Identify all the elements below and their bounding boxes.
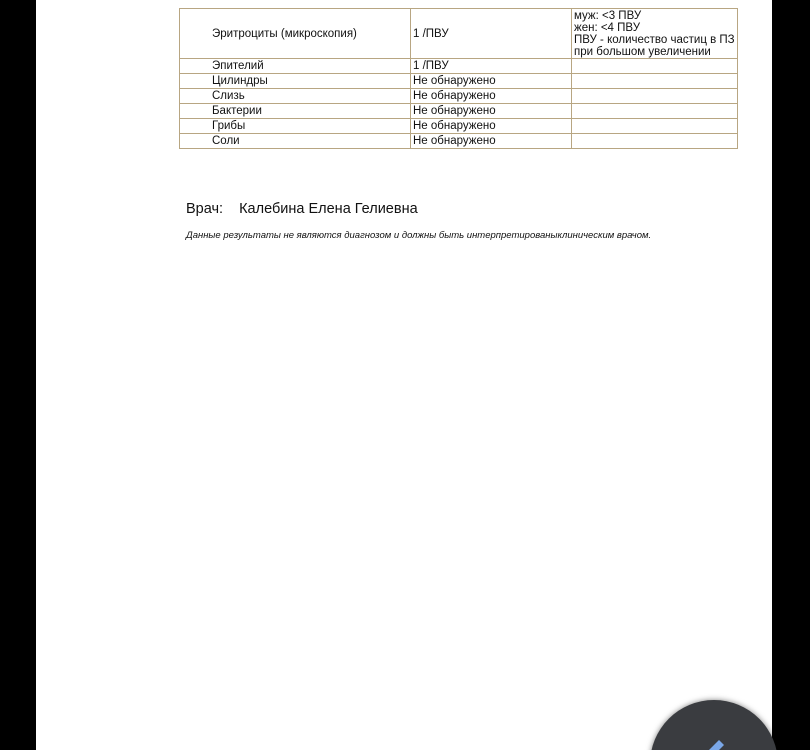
- test-value: 1 /ПВУ: [411, 59, 572, 74]
- reference-range: [572, 89, 738, 104]
- table-row: [180, 104, 738, 119]
- table-row: [180, 74, 738, 89]
- test-value: Не обнаружено: [411, 119, 572, 134]
- test-name: Слизь: [180, 89, 411, 104]
- table-row: [180, 119, 738, 134]
- doctor-name: Калебина Елена Гелиевна: [239, 201, 418, 217]
- test-name: Бактерии: [180, 104, 411, 119]
- disclaimer-text: Данные результаты не являются диагнозом и должны быть интерпретированыклиническим врачом.: [186, 230, 652, 241]
- table-row: [180, 134, 738, 149]
- test-name: Грибы: [180, 119, 411, 134]
- reference-range: [572, 9, 738, 59]
- document-page: [36, 0, 772, 750]
- test-value: Не обнаружено: [411, 74, 572, 89]
- test-name: Эритроциты (микроскопия): [180, 9, 411, 59]
- test-name: Цилиндры: [180, 74, 411, 89]
- reference-line: при большом увеличении: [574, 46, 711, 58]
- table-row: [180, 9, 738, 59]
- test-value: Не обнаружено: [411, 134, 572, 149]
- reference-range: [572, 74, 738, 89]
- reference-line: ПВУ - количество частиц в ПЗ: [574, 34, 735, 46]
- test-value: Не обнаружено: [411, 104, 572, 119]
- doctor-signature: [186, 201, 418, 217]
- test-name: Соли: [180, 134, 411, 149]
- reference-range: [572, 59, 738, 74]
- test-value: 1 /ПВУ: [411, 9, 572, 59]
- reference-range: [572, 119, 738, 134]
- reference-line: жен: <4 ПВУ: [574, 22, 640, 34]
- table-row: [180, 89, 738, 104]
- reference-range: [572, 104, 738, 119]
- test-value: Не обнаружено: [411, 89, 572, 104]
- results-table: [179, 8, 738, 149]
- table-row: [180, 59, 738, 74]
- reference-line: муж: <3 ПВУ: [574, 10, 642, 22]
- test-name: Эпителий: [180, 59, 411, 74]
- doctor-label: Врач:: [186, 201, 224, 217]
- edit-icon: [702, 736, 728, 750]
- reference-range: [572, 134, 738, 149]
